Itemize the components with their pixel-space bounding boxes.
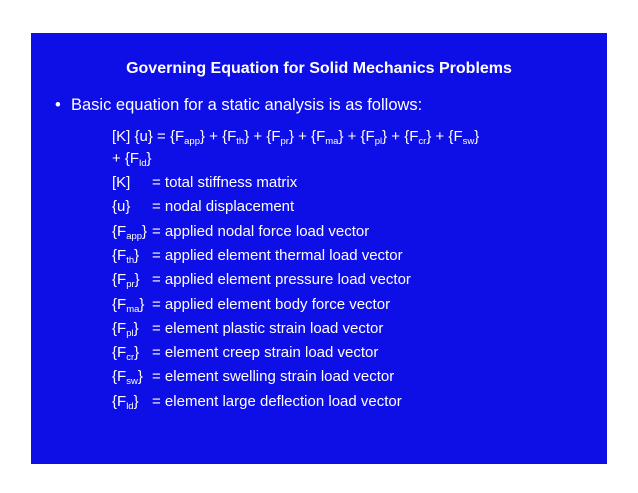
- definition-description: = applied element body force vector: [152, 295, 391, 313]
- symbol-close-brace: }: [134, 271, 140, 289]
- equation-line-1: [112, 128, 479, 145]
- symbol-name: {F: [112, 222, 127, 240]
- symbol-subscript: app: [126, 230, 143, 242]
- definition-row: [112, 368, 395, 388]
- equation-term: } + {F: [288, 128, 326, 145]
- equation-term: [K] {u} = {F: [112, 128, 185, 145]
- definition-symbol: [112, 223, 152, 240]
- definition-symbol: [112, 320, 152, 337]
- equation-subscript: app: [184, 136, 200, 147]
- equation-line-2: [112, 150, 152, 167]
- slide: [31, 33, 607, 464]
- symbol-close-brace: }: [139, 295, 145, 313]
- symbol-name: [K]: [112, 174, 131, 191]
- equation-term: } + {F: [426, 128, 463, 145]
- definition-symbol: [112, 198, 152, 215]
- symbol-subscript: th: [126, 254, 135, 266]
- definition-row: [112, 247, 403, 264]
- symbol-close-brace: }: [133, 392, 139, 410]
- symbol-close-brace: }: [137, 368, 143, 386]
- symbol-subscript: pl: [126, 327, 134, 339]
- symbol-close-brace: }: [142, 222, 148, 240]
- symbol-subscript: pr: [126, 279, 135, 291]
- equation-subscript: cr: [418, 136, 427, 147]
- symbol-name: {u}: [112, 198, 131, 216]
- definition-description: = element creep strain load vector: [152, 344, 379, 362]
- equation-term: } + {F: [200, 128, 237, 145]
- definition-row: [112, 223, 369, 240]
- definition-row: [112, 174, 297, 191]
- definition-row: [112, 393, 402, 410]
- slide-title: Governing Equation for Solid Mechanics Problems: [126, 60, 512, 77]
- equation-term: }: [474, 128, 480, 145]
- definition-symbol: [112, 368, 152, 388]
- definition-description: = element swelling strain load vector: [152, 368, 395, 386]
- symbol-close-brace: }: [133, 319, 139, 337]
- definition-symbol: [112, 271, 152, 291]
- equation-subscript: ma: [325, 136, 339, 147]
- definition-row: [112, 344, 379, 364]
- definition-description: = total stiffness matrix: [152, 174, 298, 191]
- definition-symbol: [112, 247, 152, 264]
- symbol-close-brace: }: [134, 344, 140, 362]
- equation-term: } + {F: [338, 128, 375, 145]
- symbol-name: {F: [112, 246, 127, 264]
- symbol-close-brace: }: [134, 246, 140, 264]
- definition-row: [112, 296, 390, 313]
- symbol-name: {F: [112, 368, 127, 386]
- definition-row: [112, 271, 411, 291]
- bullet-item: [55, 96, 422, 115]
- symbol-subscript: sw: [126, 376, 138, 388]
- equation-subscript: pl: [374, 136, 383, 147]
- definition-symbol: [112, 296, 152, 313]
- equation-term: } + {F: [382, 128, 419, 145]
- definition-symbol: [112, 344, 152, 364]
- definition-description: = nodal displacement: [152, 198, 295, 216]
- definition-row: [112, 320, 383, 337]
- symbol-subscript: ma: [126, 303, 140, 315]
- definition-description: = element large deflection load vector: [152, 392, 402, 410]
- definition-description: = applied nodal force load vector: [152, 222, 370, 240]
- symbol-name: {F: [112, 319, 127, 337]
- symbol-name: {F: [112, 295, 127, 313]
- symbol-name: {F: [112, 271, 127, 289]
- symbol-name: {F: [112, 344, 127, 362]
- definition-description: = applied element pressure load vector: [152, 271, 411, 289]
- equation-term: } + {F: [244, 128, 281, 145]
- equation-subscript: ld: [139, 158, 147, 169]
- bullet-text: Basic equation for a static analysis is as follows:: [71, 96, 423, 114]
- equation-subscript: pr: [280, 136, 289, 147]
- symbol-subscript: cr: [126, 352, 135, 364]
- equation-term: + {F: [112, 150, 140, 167]
- definition-description: = element plastic strain load vector: [152, 319, 384, 337]
- definition-description: = applied element thermal load vector: [152, 246, 403, 264]
- definition-row: [112, 198, 294, 215]
- equation-term: }: [146, 150, 152, 167]
- symbol-name: {F: [112, 392, 127, 410]
- symbol-subscript: ld: [126, 400, 134, 412]
- definition-symbol: [112, 393, 152, 410]
- equation-subscript: sw: [462, 136, 475, 147]
- bullet-marker: •: [55, 96, 61, 114]
- definition-symbol: [112, 174, 152, 191]
- equation-subscript: th: [236, 136, 245, 147]
